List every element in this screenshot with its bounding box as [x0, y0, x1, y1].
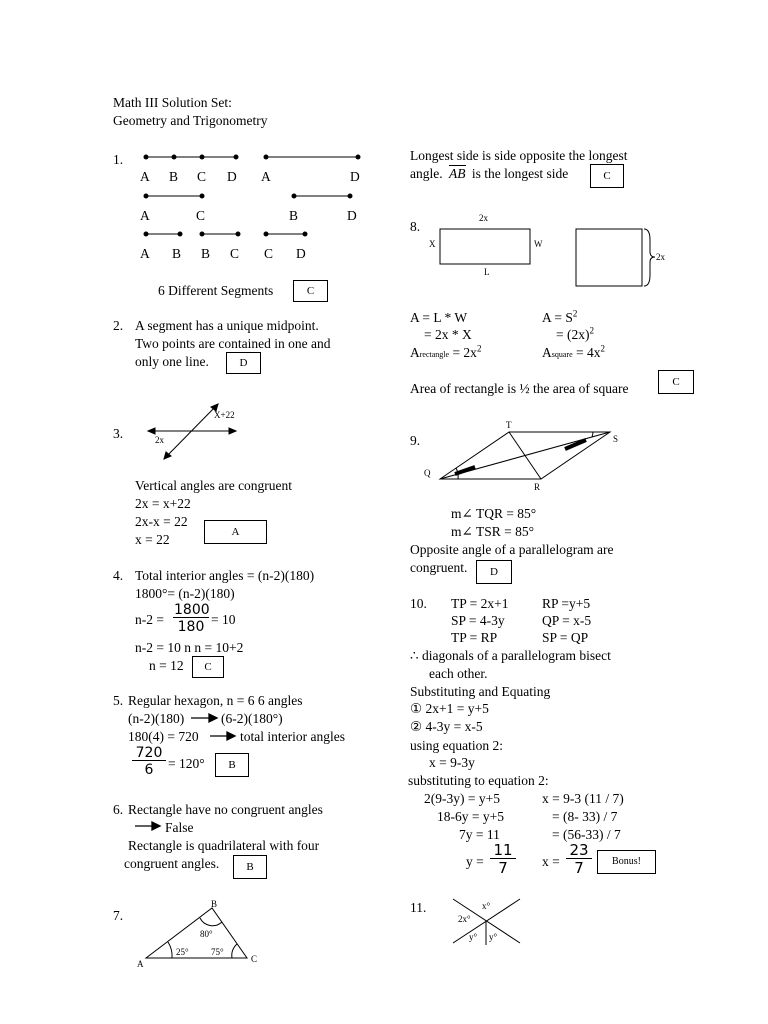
q6-answer-box: B — [233, 855, 267, 879]
q1-label: A — [261, 169, 271, 184]
q1-label: B — [289, 208, 299, 223]
q9-answer-box: D — [476, 560, 512, 584]
q4-frac-num: 1800 — [174, 602, 210, 618]
q9-vertex-q: Q — [424, 468, 431, 478]
q11-x-label: x° — [482, 901, 491, 911]
q1-label: A — [140, 246, 150, 261]
q11-2x-label: 2x° — [458, 914, 471, 924]
q7-angle-c: 75° — [211, 947, 224, 957]
longest-side-line: Longest side is side opposite the longest — [410, 148, 628, 163]
q5-answer-box: B — [215, 753, 249, 777]
segment-ab-label: AB — [449, 166, 466, 181]
q4-line: Total interior angles = (n-2)(180) — [135, 568, 315, 583]
q10-x-num: 23 — [569, 841, 589, 859]
q10-bonus-box: Bonus! — [597, 850, 656, 874]
q8-conclusion: Area of rectangle is ½ the area of square — [410, 381, 629, 396]
q3-answer-box: A — [204, 520, 267, 544]
superscript: 2 — [600, 343, 606, 354]
q9-line: m∠ TQR = 85° — [451, 506, 537, 521]
q1-label: C — [230, 246, 240, 261]
q10-line: substituting to equation 2: — [408, 773, 549, 788]
q1-label: A — [140, 169, 150, 184]
q3-line: x = 22 — [135, 532, 170, 547]
q10-line: SP = 4-3y — [451, 613, 505, 628]
q6-line: False — [165, 820, 194, 835]
q3-line: Vertical angles are congruent — [135, 478, 293, 493]
q3-number: 3. — [113, 426, 124, 441]
longest-side-angle-word: angle. — [410, 166, 443, 181]
q1-label: B — [172, 246, 182, 261]
q10-number: 10. — [410, 596, 427, 611]
q8-square-label: 2x — [656, 252, 665, 262]
q11-y-label: y° — [469, 932, 478, 942]
q7-vertex-b: B — [211, 899, 218, 909]
q9-number: 9. — [410, 433, 421, 448]
q10-y-num: 11 — [493, 841, 513, 859]
superscript: 2 — [572, 308, 578, 319]
q1-answer-box: C — [293, 280, 328, 302]
q8-line: A = L * W — [410, 310, 468, 325]
q7-number: 7. — [113, 908, 124, 923]
q6-number: 6. — [113, 802, 124, 817]
q1-label: D — [347, 208, 357, 223]
q9-vertex-s: S — [613, 434, 619, 444]
q9-vertex-t: T — [506, 420, 512, 430]
q1-label: D — [350, 169, 360, 184]
q4-line: = 10 — [211, 612, 236, 627]
q10-line: = (8- 33) / 7 — [552, 809, 618, 824]
q10-line: y = — [466, 854, 484, 869]
q8-rect-bottom: L — [484, 267, 490, 277]
q8-rect-right: W — [534, 239, 543, 249]
q10-line: x = 9-3y — [429, 755, 475, 770]
q7-answer-box: C — [590, 164, 624, 188]
q9-line: Opposite angle of a parallelogram are — [410, 542, 614, 557]
q1-label: D — [227, 169, 237, 184]
q6-line: Rectangle is quadrilateral with four — [128, 838, 320, 853]
q4-line: n = 12 — [149, 658, 184, 673]
q10-x-den: 7 — [566, 858, 592, 876]
q10-line: TP = RP — [451, 630, 498, 645]
q2-line: only one line. — [135, 354, 209, 369]
q10-line: TP = 2x+1 — [451, 596, 509, 611]
q5-line: (n-2)(180) — [128, 711, 185, 726]
title-line-2: Geometry and Trigonometry — [113, 113, 268, 128]
q1-label: B — [201, 246, 211, 261]
q8-square-sub: = (2x) — [556, 327, 590, 342]
q8-rect-top: 2x — [479, 213, 488, 223]
q4-line: 1800°= (n-2)(180) — [135, 586, 235, 601]
q10-line: ② 4-3y = x-5 — [410, 719, 483, 734]
q10-line: x = — [542, 854, 560, 869]
q3-line: 2x = x+22 — [135, 496, 191, 511]
longest-side-post: is the longest side — [471, 166, 569, 181]
q8-rect-area: = 2x — [452, 345, 477, 360]
q9-vertex-r: R — [534, 482, 541, 492]
q10-line: 7y = 11 — [459, 827, 500, 842]
q10-line: using equation 2: — [410, 738, 503, 753]
q3-label-left: 2x — [155, 435, 164, 445]
q7-vertex-a: A — [137, 959, 144, 969]
q10-line: SP = QP — [542, 630, 589, 645]
q10-line: Substituting and Equating — [410, 684, 551, 699]
superscript: 2 — [476, 343, 482, 354]
q10-line: each other. — [429, 666, 488, 681]
q1-label: C — [197, 169, 207, 184]
q5-number: 5. — [113, 693, 124, 708]
q5-line: (6-2)(180°) — [221, 711, 283, 726]
q3-line: 2x-x = 22 — [135, 514, 188, 529]
q2-number: 2. — [113, 318, 124, 333]
q2-line: Two points are contained in one and — [135, 336, 331, 351]
q5-line: Regular hexagon, n = 6 6 angles — [128, 693, 303, 708]
q5-frac-num: 720 — [135, 745, 163, 761]
q8-a: A — [542, 345, 552, 360]
q1-label: B — [169, 169, 179, 184]
q7-angle-b: 80° — [200, 929, 213, 939]
q3-label-top: X+22 — [214, 410, 235, 420]
q9-line: congruent. — [410, 560, 468, 575]
q8-line: = 2x * X — [424, 327, 472, 342]
q8-area-square: A = S — [542, 310, 573, 325]
q8-number: 8. — [410, 219, 421, 234]
q10-line: RP =y+5 — [542, 596, 591, 611]
q1-label: D — [296, 246, 306, 261]
q7-vertex-c: C — [251, 954, 258, 964]
q1-conclusion: 6 Different Segments — [158, 283, 274, 298]
q2-answer-box: D — [226, 352, 261, 374]
q9-line: m∠ TSR = 85° — [451, 524, 534, 539]
q10-y-den: 7 — [490, 858, 516, 876]
q5-frac-den: 6 — [132, 760, 166, 777]
q10-line: = (56-33) / 7 — [552, 827, 621, 842]
q10-line: ∴ diagonals of a parallelogram bisect — [410, 648, 611, 663]
title-line-1: Math III Solution Set: — [113, 95, 232, 110]
q4-number: 4. — [113, 568, 124, 583]
q4-line: n-2 = — [135, 612, 164, 627]
q5-line: = 120° — [168, 756, 205, 771]
q6-line: congruent angles. — [124, 856, 220, 871]
q7-angle-a: 25° — [176, 947, 189, 957]
q1-number: 1. — [113, 152, 124, 167]
q4-line: n-2 = 10 n n = 10+2 — [135, 640, 244, 655]
q4-frac-den: 180 — [173, 617, 209, 634]
q8-answer-box: C — [658, 370, 694, 394]
q11-number: 11. — [410, 900, 427, 915]
q5-line: total interior angles — [240, 729, 345, 744]
q10-line: 18-6y = y+5 — [437, 809, 504, 824]
q1-label: C — [264, 246, 274, 261]
q10-line: x = 9-3 (11 / 7) — [542, 791, 624, 806]
q10-line: QP = x-5 — [542, 613, 592, 628]
q8-rect-left: X — [429, 239, 436, 249]
q1-label: C — [196, 208, 206, 223]
q2-line: A segment has a unique midpoint. — [135, 318, 319, 333]
q6-line: Rectangle have no congruent angles — [128, 802, 323, 817]
q4-answer-box: C — [192, 656, 224, 678]
q10-line: 2(9-3y) = y+5 — [424, 791, 500, 806]
subscript: rectangle — [419, 350, 450, 359]
q8-square-area: = 4x — [576, 345, 601, 360]
q11-y-label: y° — [489, 932, 498, 942]
superscript: 2 — [589, 325, 594, 336]
subscript: square — [551, 350, 573, 359]
q5-line: 180(4) = 720 — [128, 729, 199, 744]
q10-line: ① 2x+1 = y+5 — [410, 701, 489, 716]
q1-label: A — [140, 208, 150, 223]
q8-a: A — [410, 345, 420, 360]
